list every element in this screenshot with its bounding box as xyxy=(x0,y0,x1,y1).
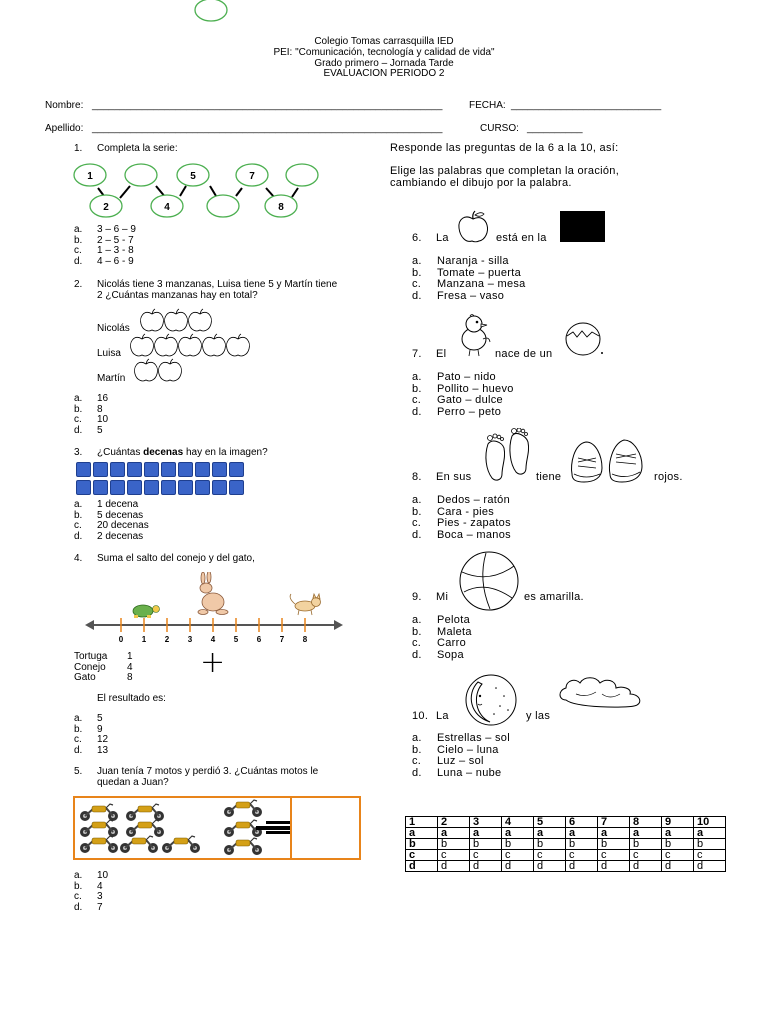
answer-cell[interactable]: a xyxy=(598,828,630,839)
q4-option-d[interactable]: d. 13 xyxy=(74,744,109,756)
q3-option-c[interactable]: c. 20 decenas xyxy=(74,520,149,531)
q4-option-c[interactable]: c. 12 xyxy=(74,734,109,745)
pei-line: PEI: "Comunicación, tecnología y calidad de vida" xyxy=(273,47,495,58)
black-box-table-placeholder xyxy=(560,211,605,242)
answer-table-row xyxy=(406,861,726,872)
q4-text: Suma el salto del conejo y del gato, xyxy=(97,553,255,564)
q7-option-d[interactable]: d. Perro – peto xyxy=(412,405,502,418)
q1-circle-3: 5 xyxy=(190,171,196,182)
answer-cell[interactable]: a xyxy=(662,828,694,839)
answer-header-cell: 6 xyxy=(566,817,598,828)
answer-cell[interactable]: d xyxy=(566,861,598,872)
q7-option-c[interactable]: c. Gato – dulce xyxy=(412,394,503,406)
q2-option-a[interactable]: a. 16 xyxy=(74,393,109,404)
cloud-icon xyxy=(556,674,648,710)
apple-icon xyxy=(165,309,188,331)
answer-header-cell: 5 xyxy=(534,817,566,828)
blue-block xyxy=(110,462,125,477)
answer-cell[interactable]: c xyxy=(470,850,502,861)
q8-option-a[interactable]: a. Dedos – ratón xyxy=(412,494,510,506)
q6-word2: está en la xyxy=(496,232,547,244)
answer-cell[interactable]: d xyxy=(534,861,566,872)
answer-cell[interactable]: a xyxy=(566,828,598,839)
q9-option-a[interactable]: a. Pelota xyxy=(412,614,470,626)
answer-table-row xyxy=(406,828,726,839)
answer-table-row xyxy=(406,850,726,861)
q1-circle-6: 2 xyxy=(103,202,109,213)
answer-cell[interactable]: d xyxy=(598,861,630,872)
answer-table-row xyxy=(406,839,726,850)
answer-cell[interactable]: d xyxy=(694,861,726,872)
q2-option-c[interactable]: c. 10 xyxy=(74,414,109,425)
q8-number: 8. xyxy=(412,471,422,483)
blue-block xyxy=(144,462,159,477)
blue-block xyxy=(161,480,176,495)
q6-option-a[interactable]: a. Naranja - silla xyxy=(412,255,509,267)
blue-block xyxy=(178,480,193,495)
q6-options xyxy=(412,256,526,302)
q4-result-label: El resultado es: xyxy=(97,693,166,704)
blue-block xyxy=(144,480,159,495)
q3-text: ¿Cuántas decenas hay en la imagen? xyxy=(97,447,268,458)
q2-number: 2. xyxy=(74,279,83,290)
q9-word2: es amarilla. xyxy=(524,591,584,603)
q10-option-d[interactable]: d. Luna – nube xyxy=(412,766,502,779)
answer-cell[interactable]: c xyxy=(630,850,662,861)
answer-cell[interactable]: c xyxy=(694,850,726,861)
answer-cell[interactable]: a xyxy=(470,828,502,839)
q1-options xyxy=(74,225,136,267)
q6-number: 6. xyxy=(412,232,422,244)
q5-motos-diagram xyxy=(73,796,363,862)
apple-icon xyxy=(135,359,158,381)
q10-word1: La xyxy=(436,710,449,722)
q1-option-b[interactable]: b. 2 – 5 - 7 xyxy=(74,234,134,246)
logo-circle xyxy=(192,0,232,24)
answer-cell[interactable]: d xyxy=(662,861,694,872)
answer-cell[interactable]: c xyxy=(598,850,630,861)
q4-option-a[interactable]: a. 5 xyxy=(74,713,103,724)
chick-icon xyxy=(456,312,496,358)
blue-block xyxy=(229,480,244,495)
q2-name-luisa: Luisa xyxy=(97,348,121,359)
feet-icon xyxy=(478,428,538,484)
q7-word1: El xyxy=(436,348,447,360)
q10-number: 10. xyxy=(412,710,429,722)
q1-option-c[interactable]: c. 1 – 3 - 8 xyxy=(74,245,134,256)
q2-text-line1: Nicolás tiene 3 manzanas, Luisa tiene 5 y Martín tiene xyxy=(97,279,338,290)
q4-row-gato: Gato 8 xyxy=(74,672,133,683)
q8-options xyxy=(412,495,511,541)
cat-icon xyxy=(290,594,320,615)
answer-cell[interactable]: b xyxy=(438,839,470,850)
number-line-label: 5 xyxy=(233,635,239,644)
apple-icon xyxy=(131,334,154,356)
blue-block xyxy=(76,462,91,477)
blue-block xyxy=(127,480,142,495)
q10-word2: y las xyxy=(526,710,551,722)
q6-option-d[interactable]: d. Fresa – vaso xyxy=(412,289,505,302)
answer-header-cell: 10 xyxy=(694,817,726,828)
q4-options xyxy=(74,714,108,756)
q3-option-d[interactable]: d. 2 decenas xyxy=(74,530,144,542)
q7-options xyxy=(412,372,514,418)
answer-cell[interactable]: a xyxy=(534,828,566,839)
apple-icon xyxy=(189,309,212,331)
rabbit-icon xyxy=(198,572,228,615)
exam-title: EVALUACION PERIODO 2 xyxy=(323,68,445,79)
nombre-label: Nombre: xyxy=(45,100,84,111)
answer-cell[interactable]: d xyxy=(470,861,502,872)
answer-cell[interactable]: b xyxy=(566,839,598,850)
q2-name-nicolas: Nicolás xyxy=(97,323,130,334)
q3-option-b[interactable]: b. 5 decenas xyxy=(74,509,144,521)
number-line-label: 2 xyxy=(164,635,170,644)
q6-word1: La xyxy=(436,232,449,244)
q4-animals-list xyxy=(74,651,144,683)
apple-icon xyxy=(455,210,491,246)
equals-bottom xyxy=(266,831,290,834)
q10-option-b[interactable]: b. Cielo – luna xyxy=(412,743,499,756)
answer-header-cell: 9 xyxy=(662,817,694,828)
answer-cell[interactable]: a xyxy=(630,828,662,839)
q8-word1: En sus xyxy=(436,471,472,483)
answer-cell[interactable]: c xyxy=(534,850,566,861)
answer-row-label: a xyxy=(406,828,438,839)
q10-option-a[interactable]: a. Estrellas – sol xyxy=(412,732,510,744)
number-line-label: 6 xyxy=(256,635,262,644)
q4-plus-sign: + xyxy=(200,645,226,680)
answer-cell[interactable]: d xyxy=(502,861,534,872)
q8-word2: tiene xyxy=(536,471,562,483)
number-line-label: 4 xyxy=(210,635,216,644)
answer-row-label: d xyxy=(406,861,438,872)
blue-block xyxy=(127,462,142,477)
q8-option-d[interactable]: d. Boca – manos xyxy=(412,528,511,541)
q7-word2: nace de un xyxy=(495,348,553,360)
answer-cell[interactable]: b xyxy=(534,839,566,850)
q5-text-line2: quedan a Juan? xyxy=(97,777,169,788)
answer-cell[interactable]: b xyxy=(694,839,726,850)
q8-option-b[interactable]: b. Cara - pies xyxy=(412,505,495,518)
answer-header-cell: 4 xyxy=(502,817,534,828)
q9-option-d[interactable]: d. Sopa xyxy=(412,648,464,661)
school-name: Colegio Tomas carrasquilla IED xyxy=(314,36,454,47)
q6-option-b[interactable]: b. Tomate – puerta xyxy=(412,266,521,279)
answer-row-label: b xyxy=(406,839,438,850)
q4-option-b[interactable]: b. 9 xyxy=(74,723,103,735)
q4-number: 4. xyxy=(74,553,83,564)
q1-circle-4: 7 xyxy=(249,171,255,182)
answer-cell[interactable]: b xyxy=(630,839,662,850)
number-line-label: 7 xyxy=(279,635,285,644)
q2-apples-illustration xyxy=(130,306,260,386)
apellido-field[interactable]: _______________________________________________________________ xyxy=(92,123,443,134)
nombre-field[interactable]: _______________________________________________________________ xyxy=(92,100,443,111)
apple-icon xyxy=(179,334,202,356)
q2-name-martin: Martín xyxy=(97,373,126,384)
answer-cell[interactable]: c xyxy=(502,850,534,861)
answer-cell[interactable]: a xyxy=(438,828,470,839)
q4-number-line xyxy=(85,572,345,646)
q1-circle-1: 1 xyxy=(87,171,93,182)
right-intro: Responde las preguntas de la 6 a la 10, así: xyxy=(390,142,619,154)
grade-line: Grado primero – Jornada Tarde xyxy=(314,58,454,69)
q1-series-diagram xyxy=(70,160,326,222)
fecha-label: FECHA: xyxy=(469,100,506,111)
q5-option-a[interactable]: a. 10 xyxy=(74,870,109,881)
number-line-label: 0 xyxy=(118,635,124,644)
q9-word1: Mi xyxy=(436,591,449,603)
q2-text-line2: 2 ¿Cuántas manzanas hay en total? xyxy=(97,290,258,301)
q1-circle-7: 4 xyxy=(164,202,170,213)
answer-cell[interactable]: d xyxy=(630,861,662,872)
answer-cell[interactable]: a xyxy=(502,828,534,839)
q1-option-d[interactable]: d. 4 – 6 - 9 xyxy=(74,255,134,267)
egg-icon xyxy=(562,318,606,358)
apple-icon xyxy=(155,334,178,356)
q7-number: 7. xyxy=(412,348,422,360)
blue-block xyxy=(229,462,244,477)
answer-row-label: c xyxy=(406,850,438,861)
answer-header-cell: 1 xyxy=(406,817,438,828)
number-line-label: 3 xyxy=(187,635,193,644)
blue-block xyxy=(212,462,227,477)
q9-option-c[interactable]: c. Carro xyxy=(412,637,467,649)
q5-option-b[interactable]: b. 4 xyxy=(74,880,103,892)
q2-option-b[interactable]: b. 8 xyxy=(74,403,103,415)
blue-block xyxy=(178,462,193,477)
answer-cell[interactable]: c xyxy=(662,850,694,861)
q1-number: 1. xyxy=(74,143,83,154)
answer-cell[interactable]: b xyxy=(598,839,630,850)
q1-circle-9: 8 xyxy=(278,202,284,213)
ball-icon xyxy=(456,550,522,612)
q4-row-conejo: Conejo 4 xyxy=(74,661,133,673)
blue-block xyxy=(93,462,108,477)
q2-options xyxy=(74,394,108,436)
answer-cell[interactable]: a xyxy=(694,828,726,839)
q9-option-b[interactable]: b. Maleta xyxy=(412,625,472,638)
apple-icon xyxy=(141,309,164,331)
answer-header-cell: 8 xyxy=(630,817,662,828)
q5-option-d[interactable]: d. 7 xyxy=(74,901,103,913)
q1-option-a[interactable]: a. 3 – 6 – 9 xyxy=(74,224,136,235)
answer-table-header xyxy=(406,817,726,828)
q5-text-line1: Juan tenía 7 motos y perdió 3. ¿Cuántas motos le xyxy=(97,766,319,777)
apple-icon xyxy=(159,359,182,381)
q7-option-a[interactable]: a. Pato – nido xyxy=(412,371,496,383)
q9-options xyxy=(412,615,472,661)
right-instruction-line2: cambiando el dibujo por la palabra. xyxy=(390,177,572,189)
answer-cell[interactable]: c xyxy=(566,850,598,861)
fecha-field[interactable]: ___________________________ xyxy=(511,100,662,111)
q1-text: Completa la serie: xyxy=(97,143,178,154)
blue-block xyxy=(161,462,176,477)
number-line-label: 1 xyxy=(141,635,147,644)
blue-block xyxy=(110,480,125,495)
q3-options xyxy=(74,500,149,542)
q3-option-a[interactable]: a. 1 decena xyxy=(74,499,139,510)
curso-field[interactable]: __________ xyxy=(527,123,583,134)
moon-icon xyxy=(460,672,522,728)
q7-option-b[interactable]: b. Pollito – huevo xyxy=(412,382,514,395)
q5-option-c[interactable]: c. 3 xyxy=(74,891,103,902)
answer-header-cell: 7 xyxy=(598,817,630,828)
blue-block xyxy=(195,462,210,477)
q4-row-tortuga: Tortuga 1 xyxy=(74,651,133,662)
blue-block xyxy=(195,480,210,495)
q5-number: 5. xyxy=(74,766,83,777)
answer-cell[interactable]: b xyxy=(470,839,502,850)
q10-option-c[interactable]: c. Luz – sol xyxy=(412,755,484,767)
blue-block xyxy=(93,480,108,495)
answer-cell[interactable]: b xyxy=(502,839,534,850)
blue-block xyxy=(76,480,91,495)
answer-header-cell: 2 xyxy=(438,817,470,828)
right-instruction-line1: Elige las palabras que completan la oración, xyxy=(390,165,620,177)
apple-icon xyxy=(203,334,226,356)
apellido-label: Apellido: xyxy=(45,123,84,134)
answer-cell[interactable]: b xyxy=(662,839,694,850)
blue-block xyxy=(212,480,227,495)
curso-label: CURSO: xyxy=(480,123,519,134)
number-line-label: 8 xyxy=(302,635,308,644)
q8-option-c[interactable]: c. Pies - zapatos xyxy=(412,517,511,529)
q3-number: 3. xyxy=(74,447,83,458)
apple-icon xyxy=(227,334,250,356)
answer-header-cell: 3 xyxy=(470,817,502,828)
q2-option-d[interactable]: d. 5 xyxy=(74,424,103,436)
equals-top xyxy=(266,821,290,824)
turtle-icon xyxy=(133,605,160,618)
answer-table xyxy=(405,816,726,872)
q5-options xyxy=(74,871,108,913)
shoes-icon xyxy=(566,434,648,484)
q3-blocks xyxy=(76,462,256,496)
q6-option-c[interactable]: c. Manzana – mesa xyxy=(412,278,526,290)
answer-cell[interactable]: d xyxy=(438,861,470,872)
answer-cell[interactable]: c xyxy=(438,850,470,861)
q9-number: 9. xyxy=(412,591,422,603)
q8-word3: rojos. xyxy=(654,471,683,483)
q10-options xyxy=(412,733,510,779)
